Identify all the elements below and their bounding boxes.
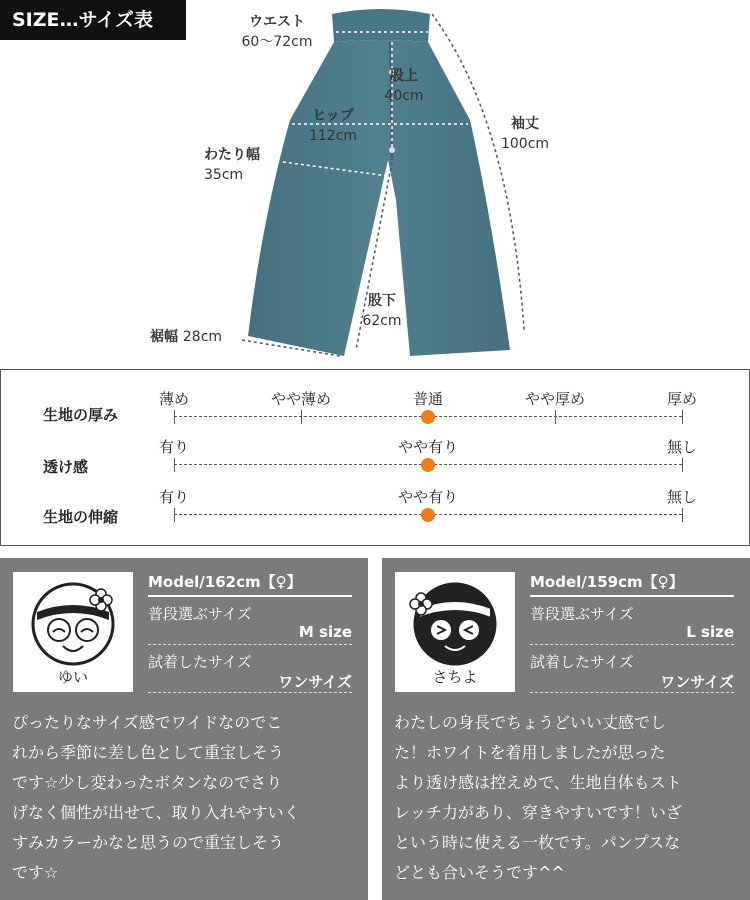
scale-tick xyxy=(682,458,683,472)
fabric-row-label: 生地の伸縮 xyxy=(43,508,119,526)
scale-label: 薄め xyxy=(158,390,190,408)
waist-measurement: ウエスト 60〜72cm xyxy=(241,14,313,50)
model-avatar xyxy=(395,572,515,692)
scale-label: 有り xyxy=(158,488,190,506)
scale-label: 無し xyxy=(666,438,698,456)
selected-level-dot xyxy=(421,410,435,424)
scale-tick xyxy=(174,508,175,522)
model-card-sachiyo xyxy=(382,558,750,900)
length-measurement: 袖丈 100cm xyxy=(500,116,550,152)
model-name: さちよ xyxy=(432,668,478,686)
comment-line: です☆ xyxy=(12,863,59,882)
comment-line: レッチ力があり、穿きやすいです！いざ xyxy=(394,803,682,822)
scale-tick xyxy=(174,458,175,472)
size-chart-tag: SIZE…サイズ表 xyxy=(0,0,186,40)
model-card-yui xyxy=(0,558,368,900)
model-avatar xyxy=(13,572,133,692)
usual-size-value: M size xyxy=(298,623,352,641)
usual-size-label: 普段選ぶサイズ xyxy=(530,605,634,623)
thigh-measurement: わたり幅 35cm xyxy=(204,147,260,183)
usual-size-label: 普段選ぶサイズ xyxy=(148,605,252,623)
tried-size-value: ワンサイズ xyxy=(660,673,734,691)
selected-level-dot xyxy=(421,458,435,472)
tried-size-label: 試着したサイズ xyxy=(148,653,252,671)
fabric-properties-panel xyxy=(0,369,750,546)
comment-line: より透け感は控えめで、生地自体もスト xyxy=(394,773,682,792)
tried-size-row xyxy=(148,645,352,693)
fabric-row-label: 生地の厚み xyxy=(43,406,119,424)
scale-tick xyxy=(174,410,175,424)
scale-label: 普通 xyxy=(412,390,444,408)
scale-label: やや有り xyxy=(397,488,459,506)
selected-level-dot xyxy=(421,508,435,522)
model-comment xyxy=(12,708,358,888)
scale-label: やや薄め xyxy=(270,390,332,408)
comment-line: れから季節に差し色として重宝しそう xyxy=(12,743,285,762)
model-name: ゆい xyxy=(57,668,88,686)
comment-line: すみカラーかなと思うので重宝しそう xyxy=(12,833,285,852)
comment-line: どとも合いそうです^^ xyxy=(394,863,565,882)
scale-label: 有り xyxy=(158,438,190,456)
scale-label: 厚め xyxy=(666,390,698,408)
scale-tick xyxy=(682,508,683,522)
hip-measurement: ヒップ 112cm xyxy=(308,108,358,144)
hem-measurement: 裾幅 28cm xyxy=(150,329,223,345)
scale-tick xyxy=(555,410,556,424)
comment-line: わたしの身長でちょうどいい丈感でし xyxy=(394,713,667,732)
stretch-scale xyxy=(174,508,682,522)
model-info xyxy=(148,570,352,693)
usual-size-row xyxy=(148,597,352,645)
tried-size-value: ワンサイズ xyxy=(278,673,352,691)
scale-tick xyxy=(682,410,683,424)
model-height: Model/159cm【♀】 xyxy=(530,570,734,597)
comment-line: という時に使える一枚です。パンプスな xyxy=(394,833,681,852)
model-info xyxy=(530,570,734,693)
scale-tick xyxy=(301,410,302,424)
comment-line: です☆少し変わったボタンなのでさり xyxy=(12,773,283,792)
model-height: Model/162cm【♀】 xyxy=(148,570,352,597)
rise-measurement: 股上 40cm xyxy=(384,68,424,104)
thickness-scale xyxy=(174,410,682,424)
scale-label: 無し xyxy=(666,488,698,506)
tried-size-label: 試着したサイズ xyxy=(530,653,634,671)
comment-line: た！ホワイトを着用しましたが思った xyxy=(394,743,666,762)
tried-size-row xyxy=(530,645,734,693)
comment-line: ぴったりなサイズ感でワイドなのでこ xyxy=(12,713,283,732)
model-comment xyxy=(394,708,740,888)
inseam-measurement: 股下 62cm xyxy=(362,293,402,329)
usual-size-value: L size xyxy=(686,623,734,641)
sheerness-scale xyxy=(174,458,682,472)
comment-line: げなく個性が出せて、取り入れやすいく xyxy=(12,803,300,822)
scale-label: やや厚め xyxy=(524,390,586,408)
usual-size-row xyxy=(530,597,734,645)
fabric-row-label: 透け感 xyxy=(43,458,89,476)
scale-label: やや有り xyxy=(397,438,459,456)
